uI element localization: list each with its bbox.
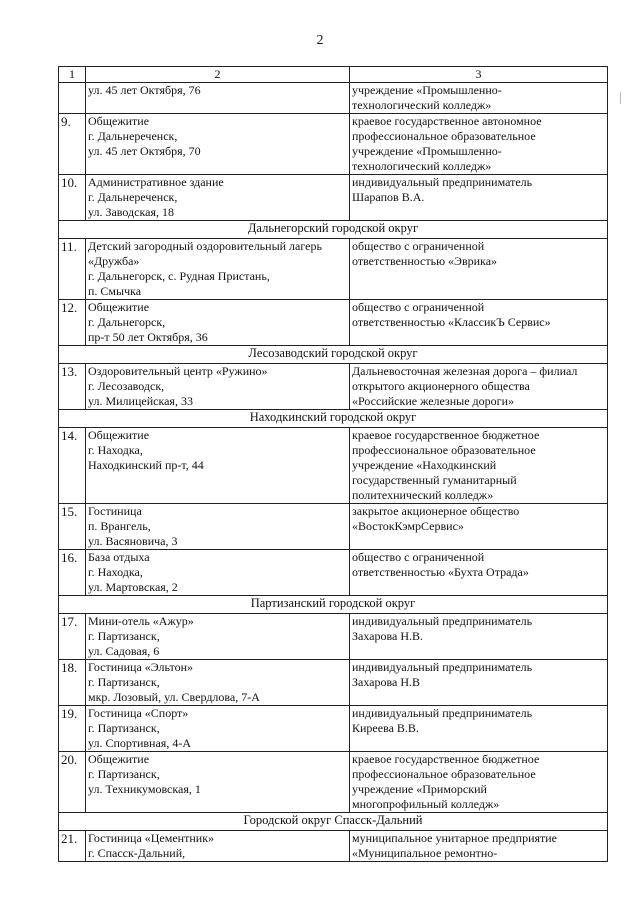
object-line: г. Партизанск,: [88, 721, 160, 735]
section-title: Партизанский городской округ: [59, 596, 608, 614]
organization-cell: [350, 660, 608, 706]
table-row: [59, 239, 608, 300]
organization-line: «ВостокКэмрСервис»: [352, 519, 464, 533]
organization-line: открытого акционерного общества: [352, 379, 530, 393]
organization-line: государственный гуманитарный: [352, 473, 517, 487]
object-cell: [86, 83, 350, 114]
row-number: 15.: [59, 504, 86, 550]
object-line: г. Дальнегорск, с. Рудная Пристань,: [88, 269, 270, 283]
table-row: [59, 550, 608, 596]
row-number: 10.: [59, 175, 86, 221]
object-line: пр-т 50 лет Октября, 36: [88, 330, 208, 344]
organization-cell: [350, 752, 608, 813]
organization-cell: [350, 239, 608, 300]
table-row: [59, 614, 608, 660]
organization-line: ответственностью «Бухта Отрада»: [352, 565, 529, 579]
object-cell: [86, 614, 350, 660]
column-header-organization: 3: [350, 67, 608, 83]
object-line: г. Спасск-Дальний,: [88, 846, 186, 860]
organization-cell: [350, 706, 608, 752]
organization-line: Киреева В.В.: [352, 721, 419, 735]
row-number: 13.: [59, 364, 86, 410]
object-line: Административное здание: [88, 175, 224, 189]
object-cell: [86, 752, 350, 813]
object-cell: [86, 114, 350, 175]
organization-line: учреждение «Находкинский: [352, 458, 497, 472]
organization-line: политехнический колледж»: [352, 488, 494, 502]
organization-line: индивидуальный предприниматель: [352, 175, 533, 189]
row-number: [59, 83, 86, 114]
object-line: База отдыха: [88, 550, 150, 564]
object-cell: [86, 706, 350, 752]
object-line: г. Партизанск,: [88, 675, 160, 689]
organization-line: профессиональное образовательное: [352, 443, 536, 457]
column-header-object: 2: [86, 67, 350, 83]
organization-cell: [350, 550, 608, 596]
organization-line: «Муниципальное ремонтно-: [352, 846, 498, 860]
object-cell: [86, 239, 350, 300]
table-row: [59, 114, 608, 175]
object-line: ул. 45 лет Октября, 76: [88, 83, 201, 97]
page-number: 2: [316, 33, 324, 48]
organization-cell: [350, 831, 608, 862]
organization-cell: [350, 614, 608, 660]
row-number: 9.: [59, 114, 86, 175]
object-line: Общежитие: [88, 428, 150, 442]
object-line: Гостиница: [88, 504, 142, 518]
organization-line: Дальневосточная железная дорога – филиал: [352, 364, 578, 378]
table-header-row: [59, 67, 608, 83]
section-header-row: [59, 596, 608, 614]
table-row: [59, 706, 608, 752]
object-line: ул. Мартовская, 2: [88, 580, 178, 594]
object-line: ул. Техникумовская, 1: [88, 782, 201, 796]
organization-line: Шарапов В.А.: [352, 190, 425, 204]
organization-line: профессиональное образовательное: [352, 129, 536, 143]
object-line: г. Дальнереченск,: [88, 129, 178, 143]
object-line: Оздоровительный центр «Ружино»: [88, 364, 268, 378]
object-line: ул. Садовая, 6: [88, 644, 160, 658]
organization-line: муниципальное унитарное предприятие: [352, 831, 557, 845]
table-row: [59, 660, 608, 706]
object-cell: [86, 550, 350, 596]
table-body: [59, 83, 608, 862]
table-row: [59, 428, 608, 504]
row-number: 16.: [59, 550, 86, 596]
object-line: Общежитие: [88, 300, 150, 314]
object-line: ул. Заводская, 18: [88, 205, 174, 219]
scan-edge-mark: [620, 92, 621, 104]
object-line: г. Дальнереченск,: [88, 190, 178, 204]
table-row: [59, 175, 608, 221]
organization-line: общество с ограниченной: [352, 239, 485, 253]
table-row: [59, 831, 608, 862]
object-line: ул. Васяновича, 3: [88, 534, 178, 548]
object-line: п. Врангель,: [88, 519, 151, 533]
row-number: 14.: [59, 428, 86, 504]
object-line: ул. Милицейская, 33: [88, 394, 193, 408]
objects-table: [58, 66, 608, 862]
table-row: [59, 752, 608, 813]
organization-line: индивидуальный предприниматель: [352, 706, 533, 720]
row-number: 21.: [59, 831, 86, 862]
object-line: ул. 45 лет Октября, 70: [88, 144, 201, 158]
section-header-row: [59, 346, 608, 364]
table-row: [59, 300, 608, 346]
organization-cell: [350, 114, 608, 175]
organization-line: многопрофильный колледж»: [352, 797, 500, 811]
table-row: [59, 504, 608, 550]
organization-line: краевое государственное бюджетное: [352, 752, 540, 766]
object-line: Мини-отель «Ажур»: [88, 614, 194, 628]
row-number: 11.: [59, 239, 86, 300]
organization-line: индивидуальный предприниматель: [352, 660, 533, 674]
organization-line: учреждение «Промышленно-: [352, 144, 502, 158]
object-line: Находкинский пр-т, 44: [88, 458, 204, 472]
object-cell: [86, 660, 350, 706]
organization-cell: [350, 300, 608, 346]
section-header-row: [59, 813, 608, 831]
object-line: Общежитие: [88, 114, 150, 128]
organization-line: краевое государственное автономное: [352, 114, 542, 128]
section-title: Находкинский городской округ: [59, 410, 608, 428]
organization-line: индивидуальный предприниматель: [352, 614, 533, 628]
organization-cell: [350, 364, 608, 410]
object-line: п. Смычка: [88, 284, 142, 298]
object-cell: [86, 364, 350, 410]
object-line: г. Лесозаводск,: [88, 379, 165, 393]
object-line: ул. Спортивная, 4-А: [88, 736, 191, 750]
object-line: Гостиница «Спорт»: [88, 706, 189, 720]
organization-line: Захарова Н.В: [352, 675, 421, 689]
object-cell: [86, 504, 350, 550]
object-line: Детский загородный оздоровительный лагерь: [88, 239, 322, 253]
row-number: 20.: [59, 752, 86, 813]
row-number: 19.: [59, 706, 86, 752]
object-line: г. Партизанск,: [88, 767, 160, 781]
row-number: 17.: [59, 614, 86, 660]
organization-cell: [350, 504, 608, 550]
organization-line: закрытое акционерное общество: [352, 504, 520, 518]
object-line: мкр. Лозовый, ул. Свердлова, 7-А: [88, 690, 260, 704]
organization-line: технологический колледж»: [352, 98, 492, 112]
object-cell: [86, 175, 350, 221]
object-line: г. Дальнегорск,: [88, 315, 166, 329]
object-line: г. Находка,: [88, 565, 143, 579]
organization-line: общество с ограниченной: [352, 550, 485, 564]
table-row: [59, 83, 608, 114]
column-header-number: 1: [59, 67, 86, 83]
row-number: 12.: [59, 300, 86, 346]
organization-line: «Российские железные дороги»: [352, 394, 514, 408]
row-number: 18.: [59, 660, 86, 706]
section-title: Городской округ Спасск-Дальний: [59, 813, 608, 831]
object-line: Гостиница «Эльтон»: [88, 660, 194, 674]
table-row: [59, 364, 608, 410]
object-cell: [86, 300, 350, 346]
section-header-row: [59, 221, 608, 239]
object-line: г. Находка,: [88, 443, 143, 457]
section-header-row: [59, 410, 608, 428]
organization-line: общество с ограниченной: [352, 300, 485, 314]
organization-line: ответственностью «Эврика»: [352, 254, 498, 268]
object-line: Общежитие: [88, 752, 150, 766]
organization-line: учреждение «Промышленно-: [352, 83, 502, 97]
object-line: г. Партизанск,: [88, 629, 160, 643]
organization-line: учреждение «Приморский: [352, 782, 487, 796]
object-cell: [86, 831, 350, 862]
object-line: Гостиница «Цементник»: [88, 831, 215, 845]
organization-line: Захарова Н.В.: [352, 629, 424, 643]
section-title: Дальнегорский городской округ: [59, 221, 608, 239]
object-cell: [86, 428, 350, 504]
organization-cell: [350, 83, 608, 114]
organization-line: краевое государственное бюджетное: [352, 428, 540, 442]
organization-line: технологический колледж»: [352, 159, 492, 173]
object-line: «Дружба»: [88, 254, 140, 268]
organization-cell: [350, 428, 608, 504]
organization-line: ответственностью «КлассикЪ Сервис»: [352, 315, 551, 329]
organization-line: профессиональное образовательное: [352, 767, 536, 781]
section-title: Лесозаводский городской округ: [59, 346, 608, 364]
organization-cell: [350, 175, 608, 221]
